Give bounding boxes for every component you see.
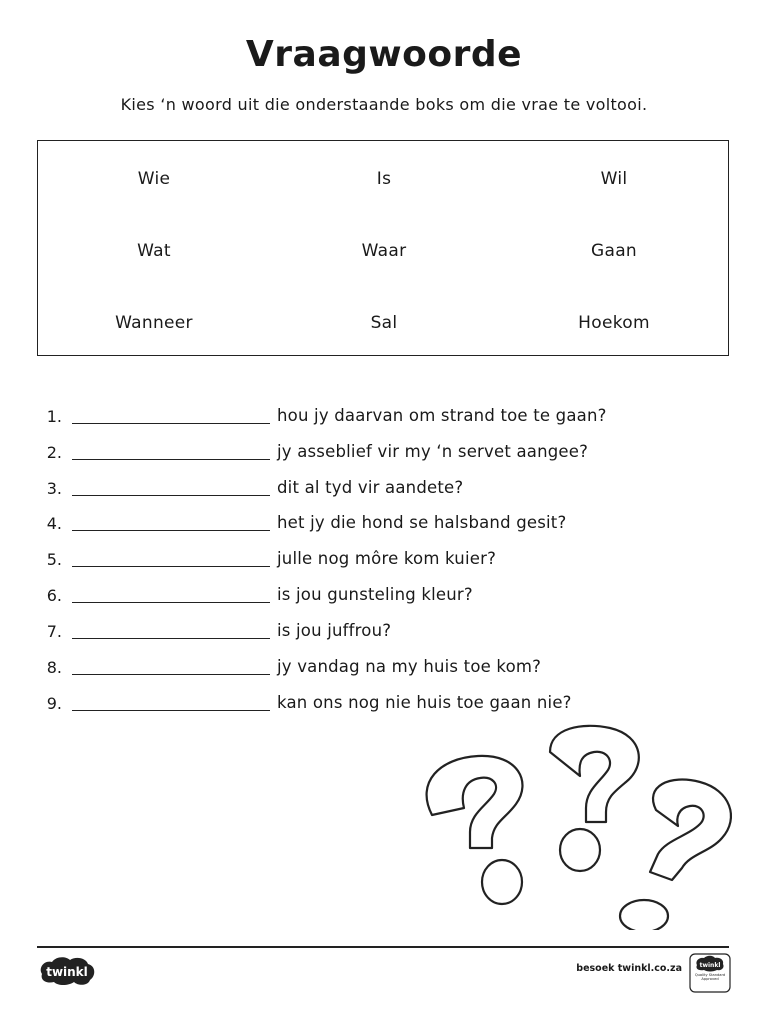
question-row: [0, 582, 768, 610]
quality-badge-icon: [689, 953, 731, 993]
answer-blank: [72, 495, 270, 496]
question-number: 7.: [46, 622, 62, 641]
question-row: [0, 546, 768, 574]
instruction-text: Kies ‘n woord uit die onderstaande boks om die vrae te voltooi.: [120, 95, 648, 114]
question-text: het jy die hond se halsband gesit?: [277, 513, 567, 532]
question-text: dit al tyd vir aandete?: [277, 478, 464, 497]
question-text: jy vandag na my huis toe kom?: [277, 657, 542, 676]
question-number: 1.: [46, 407, 62, 426]
answer-blank: [72, 459, 270, 460]
answer-blank: [72, 638, 270, 639]
question-row: [0, 618, 768, 646]
word-bank-item: Wat: [137, 241, 171, 261]
question-number: 6.: [46, 586, 62, 605]
word-bank-box: [37, 140, 729, 356]
word-bank-item: Wie: [137, 169, 171, 189]
word-bank-item: Waar: [361, 241, 407, 261]
answer-blank: [72, 530, 270, 531]
question-row: [0, 654, 768, 682]
question-mark-icon: [550, 726, 639, 871]
question-text: is jou gunsteling kleur?: [277, 585, 473, 604]
question-row: [0, 439, 768, 467]
question-row: [0, 690, 768, 718]
question-text: is jou juffrou?: [277, 621, 392, 640]
question-row: [0, 510, 768, 538]
answer-blank: [72, 710, 270, 711]
answer-blank: [72, 674, 270, 675]
word-bank-item: Gaan: [591, 241, 637, 261]
question-row: [0, 475, 768, 503]
footer-divider: [37, 946, 729, 948]
word-bank-item: Wil: [600, 169, 628, 189]
question-marks-illustration: [410, 720, 750, 930]
question-row: [0, 403, 768, 431]
twinkl-logo: [36, 954, 98, 988]
question-text: julle nog môre kom kuier?: [277, 549, 497, 568]
word-bank-item: Sal: [370, 313, 398, 333]
question-mark-icon: [620, 780, 731, 930]
question-number: 3.: [46, 479, 62, 498]
question-text: kan ons nog nie huis toe gaan nie?: [277, 693, 572, 712]
badge-caption: Quality Standard Approved: [694, 973, 726, 982]
question-text: jy asseblief vir my ‘n servet aangee?: [277, 442, 589, 461]
logo-text: twinkl: [46, 965, 88, 979]
word-bank-item: Hoekom: [578, 313, 650, 333]
page-title: Vraagwoorde: [245, 34, 523, 75]
question-number: 9.: [46, 694, 62, 713]
badge-logo-text: twinkl: [699, 962, 721, 969]
footer-website[interactable]: besoek twinkl.co.za: [576, 963, 682, 974]
answer-blank: [72, 602, 270, 603]
question-number: 8.: [46, 658, 62, 677]
question-number: 5.: [46, 550, 62, 569]
question-number: 2.: [46, 443, 62, 462]
answer-blank: [72, 566, 270, 567]
question-number: 4.: [46, 514, 62, 533]
question-text: hou jy daarvan om strand toe te gaan?: [277, 406, 607, 425]
answer-blank: [72, 423, 270, 424]
question-mark-icon: [427, 756, 523, 904]
word-bank-item: Wanneer: [115, 313, 193, 333]
word-bank-item: Is: [376, 169, 392, 189]
